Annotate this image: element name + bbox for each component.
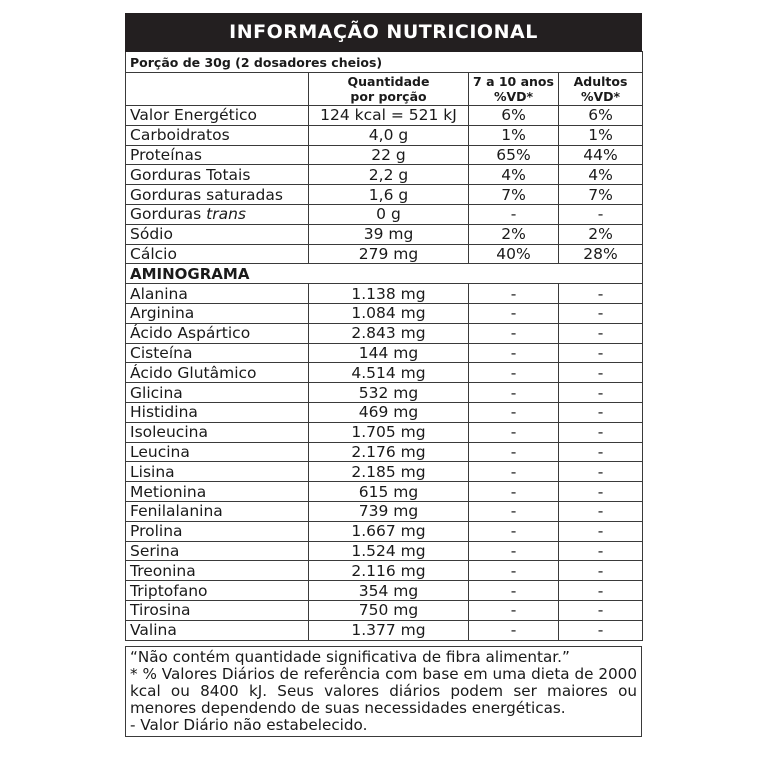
footnote-fiber: “Não contém quantidade significativa de fibra alimentar.” (130, 648, 570, 666)
nutrient-vd-kids: - (469, 204, 559, 224)
nutrient-vd-adults: 7% (559, 185, 643, 205)
nutrient-vd-kids: - (469, 383, 559, 403)
nutrient-vd-kids: - (469, 620, 559, 640)
nutrient-vd-adults: - (559, 541, 643, 561)
nutrient-name: Arginina (126, 303, 309, 323)
table-row (126, 145, 643, 165)
nutrient-vd-adults: - (559, 303, 643, 323)
nutrient-quantity: 739 mg (309, 501, 469, 521)
nutrient-vd-kids: - (469, 521, 559, 541)
nutrient-vd-kids: - (469, 284, 559, 304)
nutrient-quantity: 615 mg (309, 482, 469, 502)
nutrient-vd-adults: - (559, 620, 643, 640)
nutrient-vd-adults: - (559, 422, 643, 442)
nutrient-name: Carboidratos (126, 125, 309, 145)
nutrient-name: Serina (126, 541, 309, 561)
table-row (126, 402, 643, 422)
header-kids-line1: 7 a 10 anos (473, 74, 554, 89)
nutrient-vd-adults: - (559, 343, 643, 363)
footnotes (125, 646, 642, 737)
nutrient-quantity: 144 mg (309, 343, 469, 363)
nutrient-quantity: 4,0 g (309, 125, 469, 145)
portion-row (126, 52, 643, 73)
nutrient-vd-adults: - (559, 363, 643, 383)
nutrition-table (125, 51, 643, 641)
nutrition-label (125, 13, 642, 641)
nutrient-name: Valor Energético (126, 106, 309, 126)
aminogram-section-row (126, 264, 643, 284)
table-row (126, 541, 643, 561)
nutrient-vd-kids: - (469, 402, 559, 422)
nutrient-vd-kids: - (469, 541, 559, 561)
nutrient-quantity: 39 mg (309, 224, 469, 244)
nutrient-vd-kids: - (469, 442, 559, 462)
nutrient-vd-kids: 2% (469, 224, 559, 244)
nutrient-vd-adults: - (559, 561, 643, 581)
nutrient-name: Histidina (126, 402, 309, 422)
nutrient-vd-adults: 44% (559, 145, 643, 165)
nutrient-vd-adults: - (559, 482, 643, 502)
table-row (126, 363, 643, 383)
nutrient-name: Treonina (126, 561, 309, 581)
column-header-row (126, 73, 643, 106)
table-row (126, 343, 643, 363)
header-kids-line2: %VD* (493, 89, 534, 104)
nutrient-name: Valina (126, 620, 309, 640)
table-row (126, 165, 643, 185)
header-quantity-line2: por porção (350, 89, 427, 104)
nutrient-quantity: 4.514 mg (309, 363, 469, 383)
nutrient-vd-kids: 40% (469, 244, 559, 264)
nutrient-vd-kids: - (469, 422, 559, 442)
nutrient-quantity: 750 mg (309, 600, 469, 620)
nutrient-vd-kids: 65% (469, 145, 559, 165)
table-row (126, 284, 643, 304)
table-row (126, 323, 643, 343)
nutrient-vd-kids: 4% (469, 165, 559, 185)
table-row (126, 581, 643, 601)
nutrient-name: Ácido Aspártico (126, 323, 309, 343)
label-title: INFORMAÇÃO NUTRICIONAL (125, 13, 642, 51)
nutrient-name: Fenilalanina (126, 501, 309, 521)
nutrient-vd-kids: - (469, 363, 559, 383)
header-adults-line1: Adultos (573, 74, 628, 89)
nutrient-name: Proteínas (126, 145, 309, 165)
nutrient-name: Gorduras Totais (126, 165, 309, 185)
nutrient-quantity: 532 mg (309, 383, 469, 403)
nutrient-quantity: 1.705 mg (309, 422, 469, 442)
nutrient-quantity: 124 kcal = 521 kJ (309, 106, 469, 126)
table-row (126, 224, 643, 244)
table-row (126, 501, 643, 521)
nutrient-quantity: 2,2 g (309, 165, 469, 185)
nutrient-name: Cisteína (126, 343, 309, 363)
nutrient-vd-kids: - (469, 581, 559, 601)
nutrient-quantity: 1.667 mg (309, 521, 469, 541)
table-row (126, 125, 643, 145)
nutrient-vd-kids: - (469, 482, 559, 502)
nutrient-vd-kids: - (469, 600, 559, 620)
nutrient-name: Gorduras saturadas (126, 185, 309, 205)
nutrient-quantity: 469 mg (309, 402, 469, 422)
nutrient-vd-adults: - (559, 383, 643, 403)
nutrient-vd-adults: 6% (559, 106, 643, 126)
table-row (126, 244, 643, 264)
nutrient-vd-adults: 28% (559, 244, 643, 264)
nutrient-vd-adults: - (559, 581, 643, 601)
nutrient-vd-adults: - (559, 501, 643, 521)
nutrient-vd-adults: 2% (559, 224, 643, 244)
header-adults-line2: %VD* (580, 89, 621, 104)
nutrient-quantity: 2.843 mg (309, 323, 469, 343)
nutrient-name: Prolina (126, 521, 309, 541)
nutrient-name: Metionina (126, 482, 309, 502)
portion-text: Porção de 30g (2 dosadores cheios) (126, 52, 643, 73)
nutrient-name: Isoleucina (126, 422, 309, 442)
nutrient-vd-adults: - (559, 204, 643, 224)
table-row (126, 482, 643, 502)
nutrient-quantity: 0 g (309, 204, 469, 224)
nutrient-name (126, 204, 309, 224)
table-row (126, 442, 643, 462)
table-row (126, 620, 643, 640)
nutrient-quantity: 1.377 mg (309, 620, 469, 640)
table-row (126, 462, 643, 482)
nutrient-name: Alanina (126, 284, 309, 304)
nutrient-vd-kids: - (469, 501, 559, 521)
header-adults-vd (559, 73, 643, 106)
footnote-daily-values: * % Valores Diários de referência com base em uma dieta de 2000 kcal ou 8400 kJ. Seus valores diários podem ser maiores ou menores dependendo de suas necessidades energéticas. (130, 665, 637, 717)
nutrient-vd-adults: - (559, 402, 643, 422)
nutrient-vd-kids: 1% (469, 125, 559, 145)
nutrient-vd-adults: - (559, 442, 643, 462)
nutrient-vd-adults: 4% (559, 165, 643, 185)
nutrient-name: Ácido Glutâmico (126, 363, 309, 383)
nutrient-name: Tirosina (126, 600, 309, 620)
table-row (126, 600, 643, 620)
table-row (126, 521, 643, 541)
nutrient-quantity: 1.524 mg (309, 541, 469, 561)
nutrient-vd-kids: - (469, 561, 559, 581)
nutrient-quantity: 2.176 mg (309, 442, 469, 462)
header-quantity (309, 73, 469, 106)
table-row (126, 422, 643, 442)
table-row (126, 561, 643, 581)
nutrient-name: Sódio (126, 224, 309, 244)
nutrient-quantity: 1.084 mg (309, 303, 469, 323)
nutrient-name-italic: trans (206, 205, 246, 224)
nutrient-name: Lisina (126, 462, 309, 482)
nutrient-vd-adults: - (559, 284, 643, 304)
nutrient-vd-adults: - (559, 521, 643, 541)
header-kids-vd (469, 73, 559, 106)
table-row (126, 185, 643, 205)
nutrient-vd-adults: - (559, 323, 643, 343)
table-row (126, 204, 643, 224)
nutrient-quantity: 279 mg (309, 244, 469, 264)
nutrient-vd-kids: 6% (469, 106, 559, 126)
nutrient-vd-kids: - (469, 303, 559, 323)
footnote-no-dv: - Valor Diário não estabelecido. (130, 716, 368, 734)
nutrient-quantity: 22 g (309, 145, 469, 165)
nutrient-name: Leucina (126, 442, 309, 462)
nutrient-name-text: Gorduras (130, 205, 202, 224)
nutrient-vd-kids: - (469, 323, 559, 343)
table-row (126, 303, 643, 323)
nutrient-quantity: 1,6 g (309, 185, 469, 205)
nutrient-vd-adults: - (559, 462, 643, 482)
nutrient-vd-adults: - (559, 600, 643, 620)
aminogram-title: AMINOGRAMA (126, 264, 643, 284)
nutrient-vd-kids: - (469, 462, 559, 482)
nutrient-name: Triptofano (126, 581, 309, 601)
nutrient-vd-adults: 1% (559, 125, 643, 145)
header-quantity-line1: Quantidade (347, 74, 430, 89)
nutrient-name: Glicina (126, 383, 309, 403)
table-row (126, 106, 643, 126)
nutrient-quantity: 2.185 mg (309, 462, 469, 482)
nutrient-quantity: 354 mg (309, 581, 469, 601)
nutrient-name: Cálcio (126, 244, 309, 264)
nutrient-quantity: 2.116 mg (309, 561, 469, 581)
nutrient-vd-kids: - (469, 343, 559, 363)
nutrient-quantity: 1.138 mg (309, 284, 469, 304)
nutrient-vd-kids: 7% (469, 185, 559, 205)
table-row (126, 383, 643, 403)
header-blank-cell (126, 73, 309, 106)
